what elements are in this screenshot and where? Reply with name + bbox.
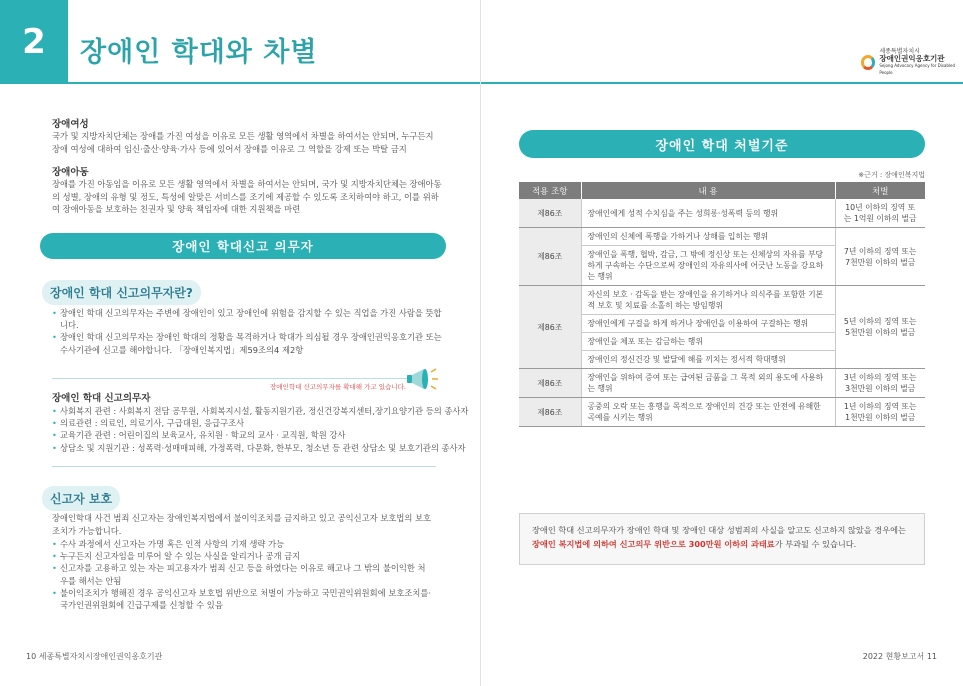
content-cell: 장애인을 위하여 증여 또는 급여된 금품을 그 목적 외의 용도에 사용하는 행위: [581, 369, 835, 398]
list-item: • 의료관련 : 의료인, 의료기사, 구급대원, 응급구조사: [52, 417, 472, 429]
protect-body: 장애인학대 사건 범죄 신고자는 장애인복지법에서 불이익조치를 금지하고 있고 공익신고자 보호법의 보호조치가 가능합니다.: [52, 513, 432, 536]
right-page: [481, 0, 963, 686]
content-cell: 자신의 보호 · 감독을 받는 장애인을 유기하거나 의식주를 포함한 기본적 보호 및 치료를 소홀히 하는 방임행위: [581, 286, 835, 315]
list-item: • 장애인 학대 신고의무자는 주변에 장애인이 있고 장애인에 위험을 감지할 수 있는 직업을 가진 사람을 뜻합니다.: [52, 307, 447, 331]
list-item: • 수사 과정에서 신고자는 가명 혹은 인적 사항의 기재 생략 가능: [52, 538, 432, 550]
logo-name: 장애인권익옹호기관: [879, 54, 945, 63]
left-footer: 10 세종특별자치시장애인권익옹호기관: [26, 652, 163, 661]
duty-note: 장애인학대 신고의무자를 확대해 가고 있습니다.: [270, 383, 406, 391]
protect-title: 신고자 보호: [42, 486, 120, 511]
table-row: [519, 398, 925, 427]
content-cell: 장애인의 정신건강 및 발달에 해를 끼치는 정서적 학대행위: [581, 351, 835, 369]
content-cell: 장애인에게 성적 수치심을 주는 성희롱·성폭력 등의 행위: [581, 199, 835, 228]
chapter-title: 장애인 학대와 차별: [80, 37, 318, 68]
chapter-number: 2: [0, 0, 68, 84]
table-row: [519, 369, 925, 398]
logo-english: Sejong Advocacy Agency for Disabled People: [879, 63, 956, 75]
table-row: [519, 286, 925, 315]
article-cell: 제86조: [519, 369, 581, 398]
penalty-cell: 10년 이하의 징역 또는 1억원 이하의 벌금: [835, 199, 925, 228]
penalty-cell: 1년 이하의 징역 또는 1천만원 이하의 벌금: [835, 398, 925, 427]
content-cell: 장애인을 체포 또는 감금하는 행위: [581, 333, 835, 351]
table-row: [519, 199, 925, 228]
article-cell: 제86조: [519, 199, 581, 228]
children-body: 장애를 가진 아동임을 이유로 모든 생활 영역에서 차별을 하여서는 안되며, 국가 및 지방자치단체는 장애아동의 성별, 장애의 유형 및 정도, 특성에 알맞은 서비스를 조기에 제공할 수 있도록 조치하여야 하고, 이를 위하여 장애아동을 보호하는 친권자 및 양육 책임자에 대한 지원책을 마련: [52, 179, 442, 214]
list-item: • 교육기관 관련 : 어린이집의 보육교사, 유치원 · 학교의 교사 · 교직원, 학원 강사: [52, 429, 472, 441]
notice-text: 장애인 학대 신고의무자가 장애인 학대 및 장애인 대상 성범죄의 사실을 알고도 신고하지 않았을 경우에는: [532, 525, 906, 535]
list-item: • 상담소 및 지원기관 : 성폭력·성매매피해, 가정폭력, 다문화, 한부모, 청소년 등 관련 상담소 및 보호기관의 종사자: [52, 442, 472, 454]
article-cell: 제86조: [519, 228, 581, 286]
duty-bullets: [52, 405, 472, 454]
logo-small-text: 세종특별자치시: [879, 48, 920, 55]
logo-icon: [861, 55, 875, 70]
megaphone-icon: [406, 366, 440, 394]
article-cell: 제86조: [519, 398, 581, 427]
org-logo: [861, 48, 963, 76]
content-cell: 장애인의 신체에 폭행을 가하거나 상해를 입히는 행위: [581, 228, 835, 246]
fine-notice: [519, 513, 925, 565]
what-title: 장애인 학대 신고의무자란?: [42, 280, 201, 305]
divider: [52, 378, 422, 379]
list-item: • 누구든지 신고자임을 미루어 알 수 있는 사실을 알리거나 공개 금지: [52, 550, 432, 562]
women-heading: 장애여성: [52, 119, 89, 130]
notice-line-2: [532, 537, 912, 551]
notice-tail: 가 부과될 수 있습니다.: [774, 539, 857, 549]
list-item: • 신고자를 고용하고 있는 자는 피고용자가 범죄 신고 등을 하였다는 이유로 해고나 그 밖의 불이익한 처우를 해서는 안됨: [52, 562, 432, 586]
penalty-banner: 장애인 학대 처벌기준: [519, 130, 925, 158]
protect-bullets: [52, 538, 432, 611]
children-heading: 장애아동: [52, 167, 89, 178]
legal-basis: ※근거 : 장애인복지법: [858, 171, 925, 179]
list-item: • 불이익조치가 행해진 경우 공익신고자 보호법 위반으로 처벌이 가능하고 국민권익위원회에 보호조치를·국가인권위원회에 긴급구제를 신청할 수 있음: [52, 587, 432, 611]
content-cell: 장애인을 폭행, 협박, 감금, 그 밖에 정신상 또는 신체상의 자유를 부당하게 구속하는 수단으로써 장애인의 자유의사에 어긋난 노동을 강요하는 행위: [581, 246, 835, 286]
column-header: 적용 조항: [519, 182, 581, 199]
penalty-cell: 5년 이하의 징역 또는 5천만원 이하의 벌금: [835, 286, 925, 369]
what-bullets: [52, 307, 447, 356]
article-cell: 제86조: [519, 286, 581, 369]
report-duty-banner: 장애인 학대신고 의무자: [40, 233, 446, 259]
list-item: • 장애인 학대 신고의무자는 장애인 학대의 정황을 목격하거나 학대가 의심될 경우 장애인권익옹호기관 또는 수사기관에 신고를 해야합니다. 「장애인복지법」제59조의4 제2항: [52, 331, 447, 355]
header-rule: [481, 82, 963, 84]
column-header: 내 용: [581, 182, 835, 199]
content-cell: 장애인에게 구걸을 하게 하거나 장애인을 이용하여 구걸하는 행위: [581, 315, 835, 333]
duty-heading: 장애인 학대 신고의무자: [52, 393, 151, 404]
column-header: 처벌: [835, 182, 925, 199]
right-footer: 2022 현황보고서 11: [862, 652, 937, 661]
divider: [52, 466, 436, 467]
penalty-cell: 7년 이하의 징역 또는 7천만원 이하의 벌금: [835, 228, 925, 286]
list-item: • 사회복지 관련 : 사회복지 전담 공무원, 사회복지시설, 활동지원기관, 정신건강복지센터,장기요양기관 등의 종사자: [52, 405, 472, 417]
content-cell: 공중의 오락 또는 흥행을 목적으로 장애인의 건강 또는 안전에 유해한 곡예를 시키는 행위: [581, 398, 835, 427]
left-page: [0, 0, 481, 686]
penalty-table: [519, 182, 925, 427]
women-body: 국가 및 지방자치단체는 장애를 가진 여성을 이유로 모든 생활 영역에서 차별을 하여서는 안되며, 누구든지 장애 여성에 대하여 임신·출산·양육·가사 등에 있어서 장애를 이유로 그 역할을 강제 또는 박탈 금지: [52, 131, 434, 154]
penalty-cell: 3년 이하의 징역 또는 3천만원 이하의 벌금: [835, 369, 925, 398]
header-rule: [68, 82, 481, 84]
notice-highlight: 장애인 복지법에 의하여 신고의무 위반으로 300만원 이하의 과태료: [532, 539, 775, 549]
table-row: [519, 228, 925, 246]
